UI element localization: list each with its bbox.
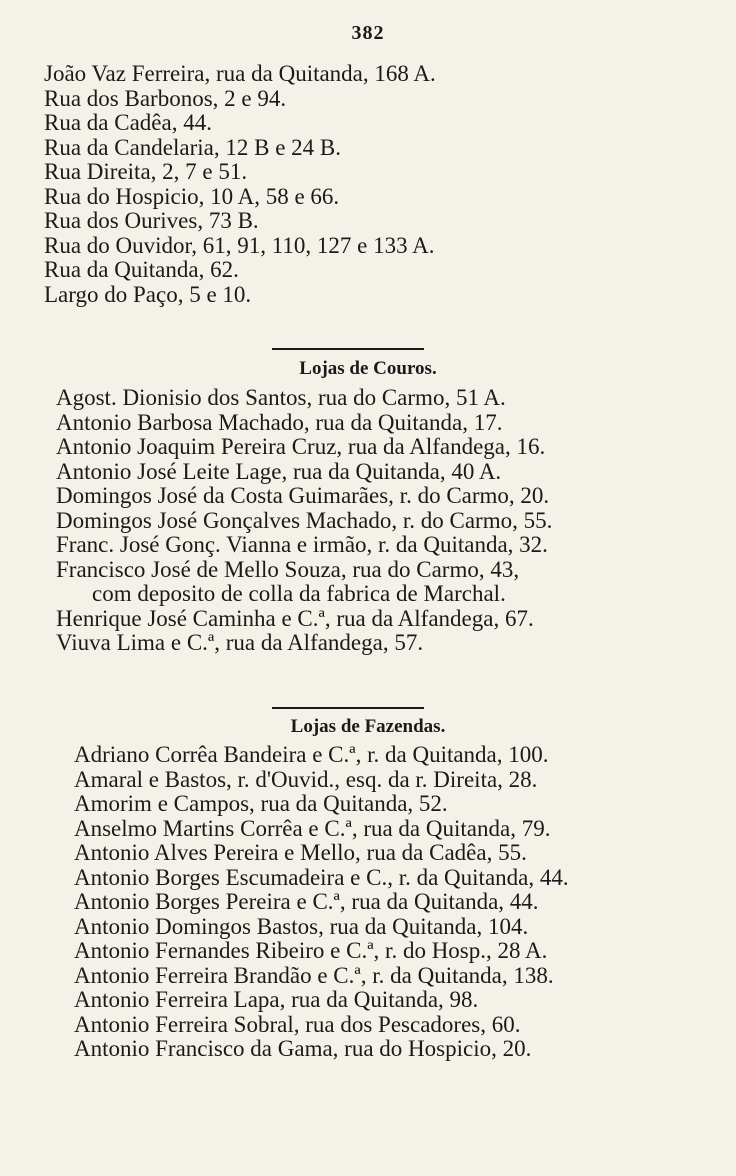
list-entry-continuation: com deposito de colla da fabrica de Marchal. <box>92 581 506 606</box>
list-entry: Henrique José Caminha e C.ª, rua da Alfandega, 67. <box>56 605 534 631</box>
list-entry: Antonio Borges Escumadeira e C., r. da Quitanda, 44. <box>74 864 569 890</box>
list-entry: Antonio Borges Pereira e C.ª, rua da Quitanda, 44. <box>74 889 539 914</box>
list-entry: Rua dos Ourives, 73 B. <box>44 208 259 233</box>
list-entry: Rua da Candelaria, 12 B e 24 B. <box>44 134 342 160</box>
list-entry: Rua da Cadêa, 44. <box>44 110 212 135</box>
list-entry: Domingos José da Costa Guimarães, r. do Carmo, 20. <box>56 483 550 508</box>
list-entry: Amaral e Bastos, r. d'Ouvid., esq. da r. Direita, 28. <box>74 766 538 792</box>
leather-shops-list <box>56 386 736 656</box>
list-entry: Francisco José de Mello Souza, rua do Carmo, 43, <box>56 556 520 582</box>
list-entry: Antonio Barbosa Machado, rua da Quitanda, 17. <box>56 409 503 435</box>
list-entry: Rua da Quitanda, 62. <box>44 257 239 282</box>
list-entry: Agost. Dionisio dos Santos, rua do Carmo, 51 A. <box>56 385 506 410</box>
section-heading: Lojas de Couros. <box>299 358 437 379</box>
list-entry: Rua dos Barbonos, 2 e 94. <box>44 85 287 111</box>
list-entry: Antonio Joaquim Pereira Cruz, rua da Alfandega, 16. <box>56 434 546 459</box>
list-entry: Rua do Ouvidor, 61, 91, 110, 127 e 133 A. <box>44 232 435 258</box>
list-entry: Amorim e Campos, rua da Quitanda, 52. <box>74 791 448 816</box>
list-entry: Viuva Lima e C.ª, rua da Alfandega, 57. <box>56 630 424 655</box>
list-entry: Antonio Alves Pereira e Mello, rua da Cadêa, 55. <box>74 840 527 865</box>
list-entry: Largo do Paço, 5 e 10. <box>44 281 252 307</box>
list-entry: Adriano Corrêa Bandeira e C.ª, r. da Quitanda, 100. <box>74 742 549 767</box>
section-heading: Lojas de Fazendas. <box>290 716 446 737</box>
list-entry: Antonio Fernandes Ribeiro e C.ª, r. do Hosp., 28 A. <box>74 938 548 963</box>
list-entry: Rua Direita, 2, 7 e 51. <box>44 159 248 184</box>
section-divider <box>272 707 424 709</box>
list-entry: Antonio Domingos Bastos, rua da Quitanda, 104. <box>74 913 529 939</box>
list-entry: Antonio Ferreira Sobral, rua dos Pescadores, 60. <box>74 1011 521 1037</box>
list-entry: Antonio José Leite Lage, rua da Quitanda, 40 A. <box>56 458 502 484</box>
list-entry: Antonio Ferreira Lapa, rua da Quitanda, 98. <box>74 987 479 1012</box>
list-entry: Franc. José Gonç. Vianna e irmão, r. da Quitanda, 32. <box>56 532 548 557</box>
list-entry: João Vaz Ferreira, rua da Quitanda, 168 A. <box>44 61 436 86</box>
section-divider <box>272 348 424 350</box>
list-entry: Antonio Ferreira Brandão e C.ª, r. da Quitanda, 138. <box>74 962 554 988</box>
list-entry: Rua do Hospicio, 10 A, 58 e 66. <box>44 183 340 209</box>
list-entry: Anselmo Martins Corrêa e C.ª, rua da Quitanda, 79. <box>74 815 551 841</box>
page-number: 382 <box>351 22 385 44</box>
fabric-shops-list <box>74 743 736 1062</box>
street-list <box>44 62 736 307</box>
list-entry: Domingos José Gonçalves Machado, r. do Carmo, 55. <box>56 507 553 533</box>
list-entry: Antonio Francisco da Gama, rua do Hospicio, 20. <box>74 1036 532 1061</box>
